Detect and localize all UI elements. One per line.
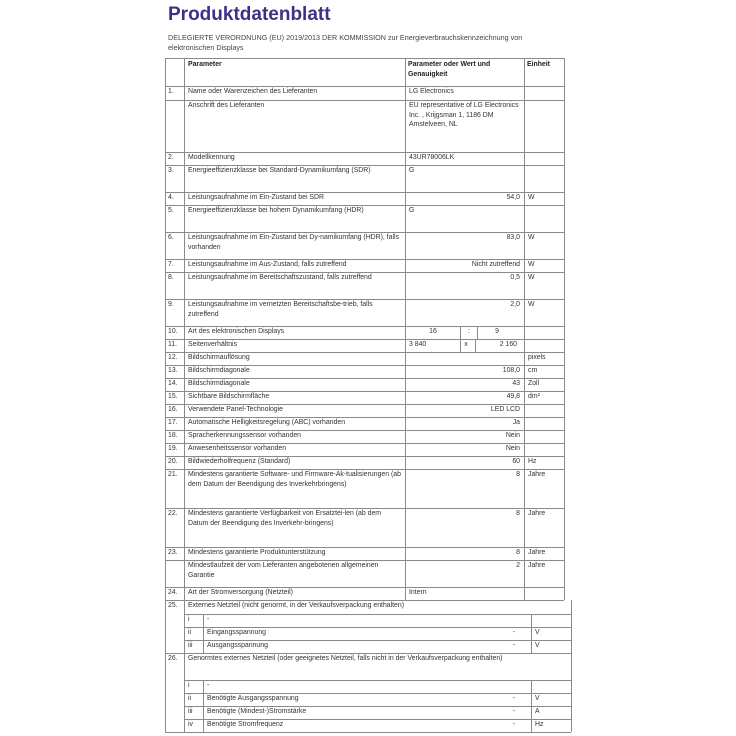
row-unit: dm² [528,393,540,400]
row-number: 12. [168,354,178,361]
table-rule [184,653,185,732]
row-value: LG Electronics [409,88,454,95]
row-value: 43 [512,380,520,387]
table-rule [477,326,478,339]
row-value: Ja [512,419,520,426]
row-label: Energieeffizienzklasse bei hohem Dynamikumfang (HDR) [188,207,364,214]
row-number: 18. [168,432,178,439]
row-label: Leistungsaufnahme im Bereitschaftszustand, falls zutreffend [188,274,372,281]
row-value: 43UR78006LK [409,154,455,161]
external-psu-label: Externes Netzteil (nicht genormt, in der Verkaufsverpackung enthalten) [188,602,405,609]
row-unit: W [528,274,535,281]
row-label: Verwendete Panel-Technologie [188,406,284,413]
row-unit: pixels [528,354,546,361]
row-unit: Hz [528,458,537,465]
external-psu-sub-label: Ausgangsspannung [207,642,268,649]
table-rule [531,680,532,732]
row-number: 10. [168,328,178,335]
row-unit [528,101,562,153]
external-psu-sub-label: - [207,616,210,623]
header-value: Parameter oder Wert und Genauigkeit [408,61,491,78]
row-label: Bildschirmdiagonale [188,367,250,374]
row-label: Mindestens garantierte Software- und Firmware-Ak-tualisierungen (ab dem Datum der Beendigung des Inverkehrbringens) [188,471,401,488]
row-value: Nein [505,432,520,439]
table-rule [184,732,571,733]
row-number: 15. [168,393,178,400]
header-unit: Einheit [527,61,550,68]
row-number: 14. [168,380,178,387]
aspect-separator: : [468,328,470,335]
table-rule [165,58,166,600]
row-number: 20. [168,458,178,465]
row-value: 8 [516,510,520,517]
row-unit: W [528,261,535,268]
row-value: 2 [516,562,520,569]
product-data-sheet [163,0,567,736]
row-label: Anschrift des Lieferanten [188,102,265,109]
standard-psu-sub-label: Benötigte (Mindest-)Stromstärke [207,708,307,715]
standard-psu-sub-value: - [512,708,515,715]
resolution-width: 3 840 [409,341,427,348]
row-number: 5. [168,207,174,214]
regulation-subtitle: DELEGIERTE VERORDNUNG (EU) 2019/2013 DER KOMMISSION zur Energieverbrauchskennzeichnung von elektronischen Displays [168,33,523,52]
row-value: 60 [512,458,520,465]
table-rule [165,653,166,732]
row-value: G [409,207,415,214]
row-number: 7. [168,261,174,268]
standard-psu-sub-unit: V [535,695,540,702]
row-value: 2,0 [510,301,520,308]
standard-psu-sub-label: Benötigte Ausgangsspannung [207,695,299,702]
external-psu-sub-value: - [512,629,515,636]
row-number: 24. [168,589,178,596]
aspect-width: 16 [429,328,437,335]
standard-psu-sub-numeral: iv [188,721,193,728]
standard-psu-sub-value: - [512,721,515,728]
row-number: 21. [168,471,178,478]
row-number: 1. [168,88,174,95]
row-value: Nein [505,445,520,452]
row-value: G [409,167,415,174]
external-psu-sub-value: - [512,642,515,649]
row-number: 2. [168,154,174,161]
row-label: Leistungsaufnahme im Aus-Zustand, falls zutreffend [188,261,347,268]
row-value: 8 [516,471,520,478]
row-unit: W [528,301,535,308]
row-value: 108,0 [502,367,520,374]
row-number: 8. [168,274,174,281]
external-psu-sub-unit: V [535,642,540,649]
row-number: 9. [168,301,174,308]
row-label: Sichtbare Bildschirmfläche [188,393,270,400]
table-rule [460,339,461,352]
page-title: Produktdatenblatt [168,4,331,25]
standard-psu-sub-unit: Hz [535,721,544,728]
row-unit: Jahre [528,510,546,517]
row-number: 4. [168,194,174,201]
resolution-height: 2 160 [499,341,517,348]
table-rule [460,326,461,339]
external-psu-number: 25. [168,602,178,609]
row-number: 22. [168,510,178,517]
row-unit [528,206,562,233]
table-rule [165,600,166,653]
row-unit: Jahre [528,549,546,556]
table-rule [524,58,525,600]
table-rule [184,58,185,600]
table-rule [184,600,185,653]
standard-psu-sub-numeral: iii [188,708,193,715]
row-label: Bildschirmauflösung [188,354,250,361]
row-value: 54,0 [506,194,520,201]
row-unit: W [528,194,535,201]
row-label: Name oder Warenzeichen des Lieferanten [188,88,318,95]
table-rule [165,58,564,59]
row-value: EU representative of LG Electronics Inc. , Krijgsman 1, 1186 DM Amstelveen, NL [409,102,519,129]
table-rule [165,732,184,733]
external-psu-sub-numeral: iii [188,642,193,649]
row-label: Mindestens garantierte Verfügbarkeit von Ersatztei-len (ab dem Datum der Beendigung des Inverkehr-bringens) [188,510,382,527]
standard-psu-sub-unit: A [535,708,540,715]
header-parameter: Parameter [188,61,222,68]
row-label: Mindestlaufzeit der vom Lieferanten angebotenen allgemeinen Garantie [188,562,379,579]
standard-psu-label: Genormtes externes Netzteil (oder geeignetes Netzteil, falls nicht in der Verkaufsverpackung enthalten) [188,655,503,662]
table-rule [564,58,565,600]
row-unit [528,87,562,101]
row-label: Art des elektronischen Displays [188,328,285,335]
row-value: Intern [409,589,427,596]
row-number: 19. [168,445,178,452]
resolution-separator: x [464,341,468,348]
row-number [168,101,183,153]
external-psu-sub-numeral: ii [188,629,192,636]
row-unit [528,166,562,193]
standard-psu-sub-value: - [512,695,515,702]
row-value: 0,5 [510,274,520,281]
row-value: 8 [516,549,520,556]
row-label: Leistungsaufnahme im vernetzten Bereitschaftsbe-trieb, falls zutreffend [188,301,373,318]
table-rule [475,339,476,352]
table-rule [405,58,406,600]
row-unit: cm [528,367,538,374]
row-label: Bildwiederholfrequenz (Standard) [188,458,291,465]
row-label: Energieeffizienzklasse bei Standard-Dynamikumfang (SDR) [188,167,371,174]
row-number: 11. [168,341,178,348]
standard-psu-sub-label: - [207,682,210,689]
row-number [168,561,183,588]
standard-psu-sub-label: Benötigte Stromfrequenz [207,721,284,728]
row-label: Modellkennung [188,154,235,161]
row-number: 16. [168,406,178,413]
row-label: Leistungsaufnahme im Ein-Zustand bei Dy-namikumfang (HDR), falls vorhanden [188,234,400,251]
row-label: Anwesenheitssensor vorhanden [188,445,287,452]
row-number: 17. [168,419,178,426]
row-label: Spracherkennungssensor vorhanden [188,432,302,439]
standard-psu-sub-numeral: ii [188,695,192,702]
standard-psu-number: 26. [168,655,178,662]
row-unit: Jahre [528,562,546,569]
row-value: LED LCD [490,406,520,413]
row-number: 13. [168,367,178,374]
table-rule [203,614,204,653]
row-label: Bildschirmdiagonale [188,380,250,387]
row-number: 23. [168,549,178,556]
table-rule [571,600,572,653]
row-value: 83,0 [506,234,520,241]
row-label: Automatische Helligkeitsregelung (ABC) vorhanden [188,419,346,426]
row-label: Seitenverhältnis [188,341,238,348]
table-rule [203,680,204,732]
row-number: 3. [168,167,174,174]
standard-psu-sub-numeral: i [188,682,190,689]
aspect-height: 9 [495,328,499,335]
external-psu-sub-unit: V [535,629,540,636]
external-psu-sub-numeral: i [188,616,190,623]
row-number: 6. [168,234,174,241]
table-rule [571,653,572,732]
row-label: Mindestens garantierte Produktunterstützung [188,549,326,556]
row-value: Nicht zutreffend [471,261,520,268]
row-label: Art der Stromversorgung (Netzteil) [188,589,293,596]
external-psu-sub-label: Eingangsspannung [207,629,267,636]
row-unit: Jahre [528,471,546,478]
row-unit: W [528,234,535,241]
row-value: 49,8 [506,393,520,400]
table-rule [531,614,532,653]
row-unit: Zoll [528,380,540,387]
row-label: Leistungsaufnahme im Ein-Zustand bei SDR [188,194,324,201]
